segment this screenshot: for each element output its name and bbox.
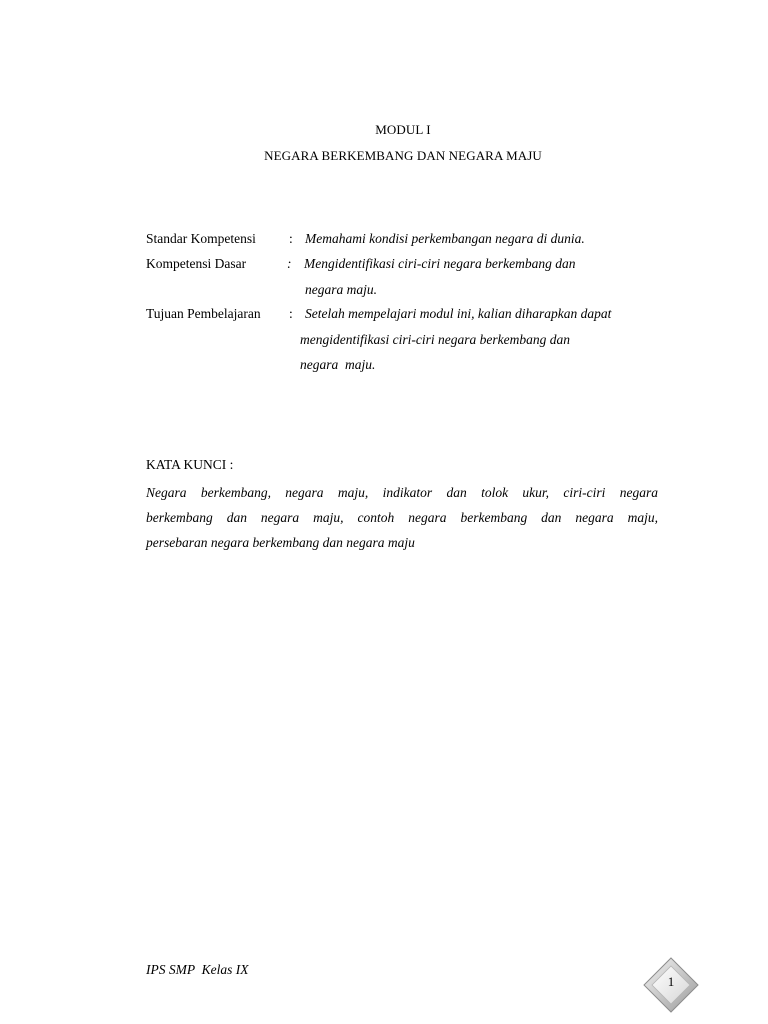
standard-competency-colon: : <box>289 231 293 246</box>
module-title: NEGARA BERKEMBANG DAN NEGARA MAJU <box>264 148 542 163</box>
keywords-heading: KATA KUNCI : <box>146 457 234 472</box>
standard-competency-label: Standar Kompetensi <box>146 231 256 246</box>
keywords-text <box>146 480 658 555</box>
basic-competency-value-line1: Mengidentifikasi ciri-ciri negara berkembang dan <box>304 256 576 271</box>
learning-objective-colon: : <box>289 306 293 321</box>
module-number: MODUL I <box>375 122 431 137</box>
page-number-badge <box>642 956 700 1014</box>
learning-objective-value-line2: mengidentifikasi ciri-ciri negara berkembang dan <box>300 332 570 347</box>
basic-competency-label: Kompetensi Dasar <box>146 256 247 271</box>
keywords-line: Negara berkembang, negara maju, indikator dan tolok ukur, ciri-ciri negara <box>146 485 658 500</box>
basic-competency-colon: : <box>287 256 292 271</box>
learning-objective-value-line1: Setelah mempelajari modul ini, kalian diharapkan dapat <box>305 306 612 321</box>
page-number: 1 <box>667 974 675 989</box>
keywords-line: berkembang dan negara maju, contoh negara berkembang dan negara maju, <box>146 510 658 525</box>
standard-competency-value: Memahami kondisi perkembangan negara di dunia. <box>305 231 585 246</box>
learning-objective-label: Tujuan Pembelajaran <box>146 306 261 321</box>
learning-objective-value-line3: negara maju. <box>300 357 376 372</box>
basic-competency-value-line2: negara maju. <box>305 282 377 297</box>
footer-subject: IPS SMP Kelas IX <box>146 962 249 977</box>
keywords-line: persebaran negara berkembang dan negara maju <box>146 535 415 550</box>
